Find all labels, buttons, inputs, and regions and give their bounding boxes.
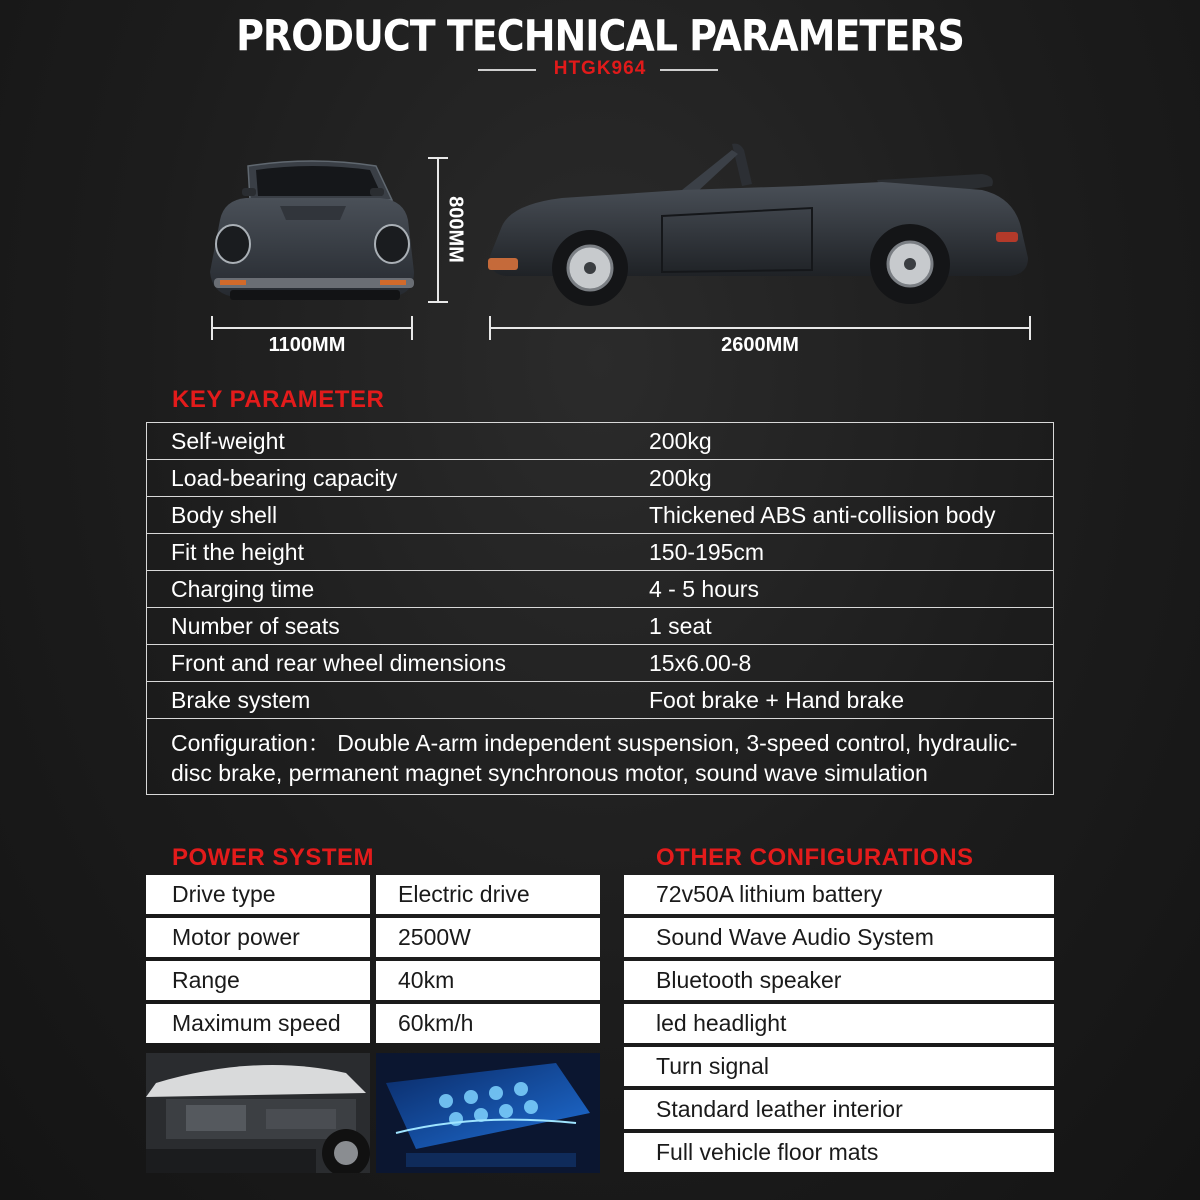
power-value: 2500W [376, 918, 600, 957]
config-item: Bluetooth speaker [624, 961, 1054, 1000]
page-title: PRODUCT TECHNICAL PARAMETERS [236, 11, 964, 61]
car-front-view-image [200, 160, 425, 310]
param-value: 1 seat [649, 613, 712, 639]
config-item: led headlight [624, 1004, 1054, 1043]
car-side-view-image [482, 140, 1042, 312]
power-value: 60km/h [376, 1004, 600, 1043]
width-dimension-label: 1100MM [268, 334, 346, 356]
config-item: Full vehicle floor mats [624, 1133, 1054, 1172]
config-item: Standard leather interior [624, 1090, 1054, 1129]
power-system-heading: POWER SYSTEM [172, 844, 375, 871]
power-label: Maximum speed [146, 1004, 370, 1043]
table-row [147, 645, 1053, 682]
param-value: 200kg [649, 428, 712, 454]
power-value: Electric drive [376, 875, 600, 914]
config-item: 72v50A lithium battery [624, 875, 1054, 914]
table-row [147, 497, 1053, 534]
param-value: 4 - 5 hours [649, 576, 759, 602]
param-label: Load-bearing capacity [171, 465, 398, 491]
table-row [147, 608, 1053, 645]
param-value: 15x6.00-8 [649, 650, 752, 676]
param-label: Front and rear wheel dimensions [171, 650, 506, 676]
configuration-cell [147, 719, 1053, 794]
height-dimension-label: 800MM [444, 196, 467, 263]
param-label: Number of seats [171, 613, 340, 639]
param-value: 150-195cm [649, 539, 765, 565]
table-row [147, 423, 1053, 460]
param-value: Foot brake + Hand brake [649, 687, 905, 713]
table-row [147, 460, 1053, 497]
table-row [147, 571, 1053, 608]
length-dimension-label: 2600MM [721, 334, 799, 356]
config-item: Turn signal [624, 1047, 1054, 1086]
param-label: Self-weight [171, 428, 285, 454]
param-value: Thickened ABS anti-collision body [649, 502, 996, 528]
power-label: Drive type [146, 875, 370, 914]
param-value: 200kg [649, 465, 712, 491]
power-label: Range [146, 961, 370, 1000]
param-label: Body shell [171, 502, 278, 528]
param-label: Charging time [171, 576, 315, 602]
key-parameter-table [146, 422, 1054, 795]
param-label: Brake system [171, 687, 311, 713]
other-configurations-heading: OTHER CONFIGURATIONS [656, 844, 974, 871]
model-subtitle [0, 58, 1200, 82]
model-code: HTGK964 [553, 58, 647, 79]
configuration-text: Double A-arm independent suspension, 3-speed control, hydraulic-disc brake, permanent magnet synchronous motor, sound wave simulation [171, 730, 1018, 786]
battery-photo [376, 1053, 600, 1173]
table-row [147, 534, 1053, 571]
key-parameter-heading: KEY PARAMETER [172, 386, 385, 413]
configuration-label: Configuration： [171, 730, 331, 756]
power-value: 40km [376, 961, 600, 1000]
power-label: Motor power [146, 918, 370, 957]
param-label: Fit the height [171, 539, 304, 565]
chassis-photo [146, 1053, 370, 1173]
config-item: Sound Wave Audio System [624, 918, 1054, 957]
table-row [147, 682, 1053, 719]
